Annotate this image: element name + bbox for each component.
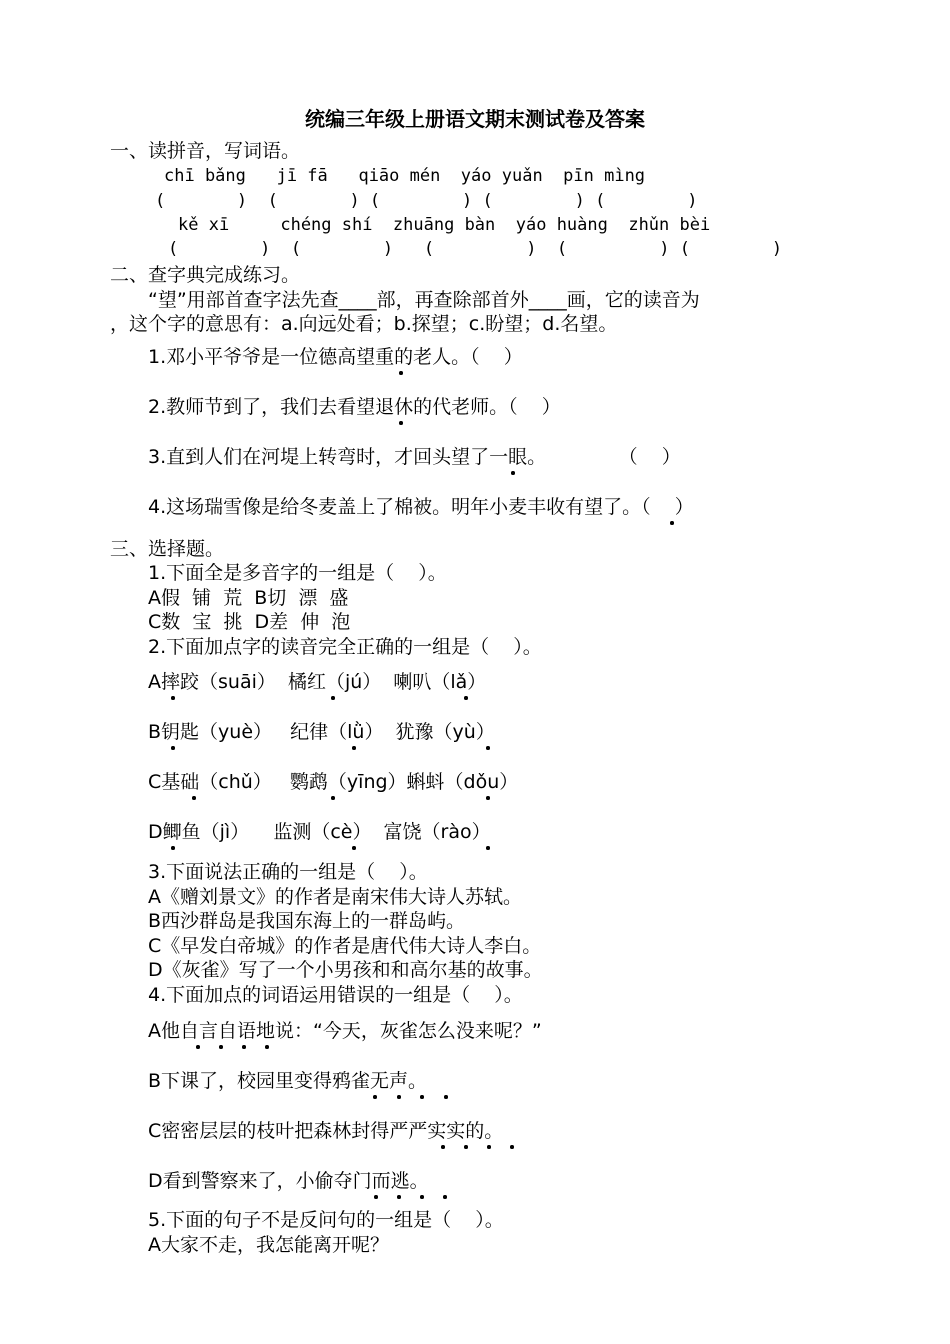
emphasis-dot bbox=[265, 1045, 269, 1049]
q4-option-b: B下课了，校园里变得鸦雀无声。 bbox=[148, 1070, 428, 1092]
emphasis-dot bbox=[399, 421, 403, 425]
emphasis-dot bbox=[397, 1095, 401, 1099]
q3-option-b: B西沙群岛是我国东海上的一群岛屿。 bbox=[148, 910, 466, 932]
emphasis-dot bbox=[374, 1195, 378, 1199]
q4-option-c: C密密层层的枝叶把森林封得严严实实的。 bbox=[148, 1120, 504, 1142]
section2-heading: 二、查字典完成练习。 bbox=[110, 264, 301, 286]
emphasis-dot bbox=[441, 1145, 445, 1149]
emphasis-dot bbox=[352, 846, 356, 850]
emphasis-dot bbox=[399, 371, 403, 375]
emphasis-dot bbox=[352, 746, 356, 750]
section2-intro-line1: “望”用部首查字法先查____部，再查除部首外____画，它的读音为 bbox=[148, 289, 700, 311]
q3-option-d: D《灰雀》写了一个小男孩和和高尔基的故事。 bbox=[148, 959, 543, 981]
emphasis-dot bbox=[171, 846, 175, 850]
pinyin-row-2: kě xī chéng shí zhuāng bàn yáo huàng zhǔn bèi bbox=[178, 215, 711, 235]
q1-options-cd: C数 宝 挑 D差 伸 泡 bbox=[148, 611, 351, 633]
q2-option-b: B钥匙（yuè） 纪律（lǜ） 犹豫（yù） bbox=[148, 721, 495, 743]
q3-option-c: C《早发白帝城》的作者是唐代伟大诗人李白。 bbox=[148, 935, 542, 957]
emphasis-dot bbox=[196, 1045, 200, 1049]
q1-stem: 1.下面全是多音字的一组是（ ）。 bbox=[148, 562, 447, 584]
emphasis-dot bbox=[486, 796, 490, 800]
emphasis-dot bbox=[486, 846, 490, 850]
emphasis-dot bbox=[420, 1095, 424, 1099]
q5-stem: 5.下面的句子不是反问句的一组是（ ）。 bbox=[148, 1209, 504, 1231]
emphasis-dot bbox=[511, 471, 515, 475]
q2-option-c: C基础（chǔ） 鹦鹉（yīng）蝌蚪（dǒu） bbox=[148, 771, 519, 793]
emphasis-dot bbox=[397, 1195, 401, 1199]
emphasis-dot bbox=[443, 1195, 447, 1199]
q3-option-a: A《赠刘景文》的作者是南宋伟大诗人苏轼。 bbox=[148, 886, 522, 908]
emphasis-dot bbox=[171, 746, 175, 750]
q4-option-d: D看到警察来了，小偷夺门而逃。 bbox=[148, 1170, 429, 1192]
q1-options-ab: A假 铺 荒 B切 漂 盛 bbox=[148, 587, 349, 609]
q3-stem: 3.下面说法正确的一组是（ ）。 bbox=[148, 861, 428, 883]
emphasis-dot bbox=[331, 696, 335, 700]
emphasis-dot bbox=[670, 521, 674, 525]
section2-item-4: 4.这场瑞雪像是给冬麦盖上了棉被。明年小麦丰收有望了。（ ） bbox=[148, 496, 694, 518]
emphasis-dot bbox=[242, 1045, 246, 1049]
q4-option-a: A他自言自语地说：“今天，灰雀怎么没来呢？” bbox=[148, 1020, 542, 1042]
emphasis-dot bbox=[331, 796, 335, 800]
emphasis-dot bbox=[420, 1195, 424, 1199]
section2-item-1: 1.邓小平爷爷是一位德高望重的老人。（ ） bbox=[148, 346, 523, 368]
emphasis-dot bbox=[192, 796, 196, 800]
emphasis-dot bbox=[486, 746, 490, 750]
q4-stem: 4.下面加点的词语运用错误的一组是（ ）。 bbox=[148, 984, 523, 1006]
answer-blanks-row-1: ( ) ( ) ( ) ( ) ( ) bbox=[155, 191, 698, 211]
section1-heading: 一、读拼音，写词语。 bbox=[110, 140, 301, 162]
section2-item-3: 3.直到人们在河堤上转弯时，才回头望了一眼。 （ ） bbox=[148, 446, 681, 468]
emphasis-dot bbox=[487, 1145, 491, 1149]
q2-option-d: D鲫鱼（jì） 监测（cè） 富饶（rào） bbox=[148, 821, 491, 843]
q5-option-a: A大家不走，我怎能离开呢？ bbox=[148, 1234, 389, 1256]
emphasis-dot bbox=[510, 1145, 514, 1149]
page-title: 统编三年级上册语文期末测试卷及答案 bbox=[305, 107, 645, 131]
q2-stem: 2.下面加点字的读音完全正确的一组是（ ）。 bbox=[148, 636, 542, 658]
answer-blanks-row-2: ( ) ( ) ( ) ( ) ( ) bbox=[168, 239, 783, 259]
emphasis-dot bbox=[464, 1145, 468, 1149]
section2-item-2: 2.教师节到了，我们去看望退休的代老师。（ ） bbox=[148, 396, 561, 418]
section3-heading: 三、选择题。 bbox=[110, 538, 225, 560]
q2-option-a: A摔跤（suāi） 橘红（jú） 喇叭（lǎ） bbox=[148, 671, 487, 693]
emphasis-dot bbox=[444, 1095, 448, 1099]
emphasis-dot bbox=[464, 696, 468, 700]
emphasis-dot bbox=[219, 1045, 223, 1049]
pinyin-row-1: chī bǎng jī fā qiāo mén yáo yuǎn pīn mìng bbox=[164, 166, 646, 186]
emphasis-dot bbox=[171, 696, 175, 700]
emphasis-dot bbox=[373, 1095, 377, 1099]
section2-intro-line2: ，这个字的意思有：a.向远处看；b.探望；c.盼望；d.名望。 bbox=[110, 313, 618, 335]
